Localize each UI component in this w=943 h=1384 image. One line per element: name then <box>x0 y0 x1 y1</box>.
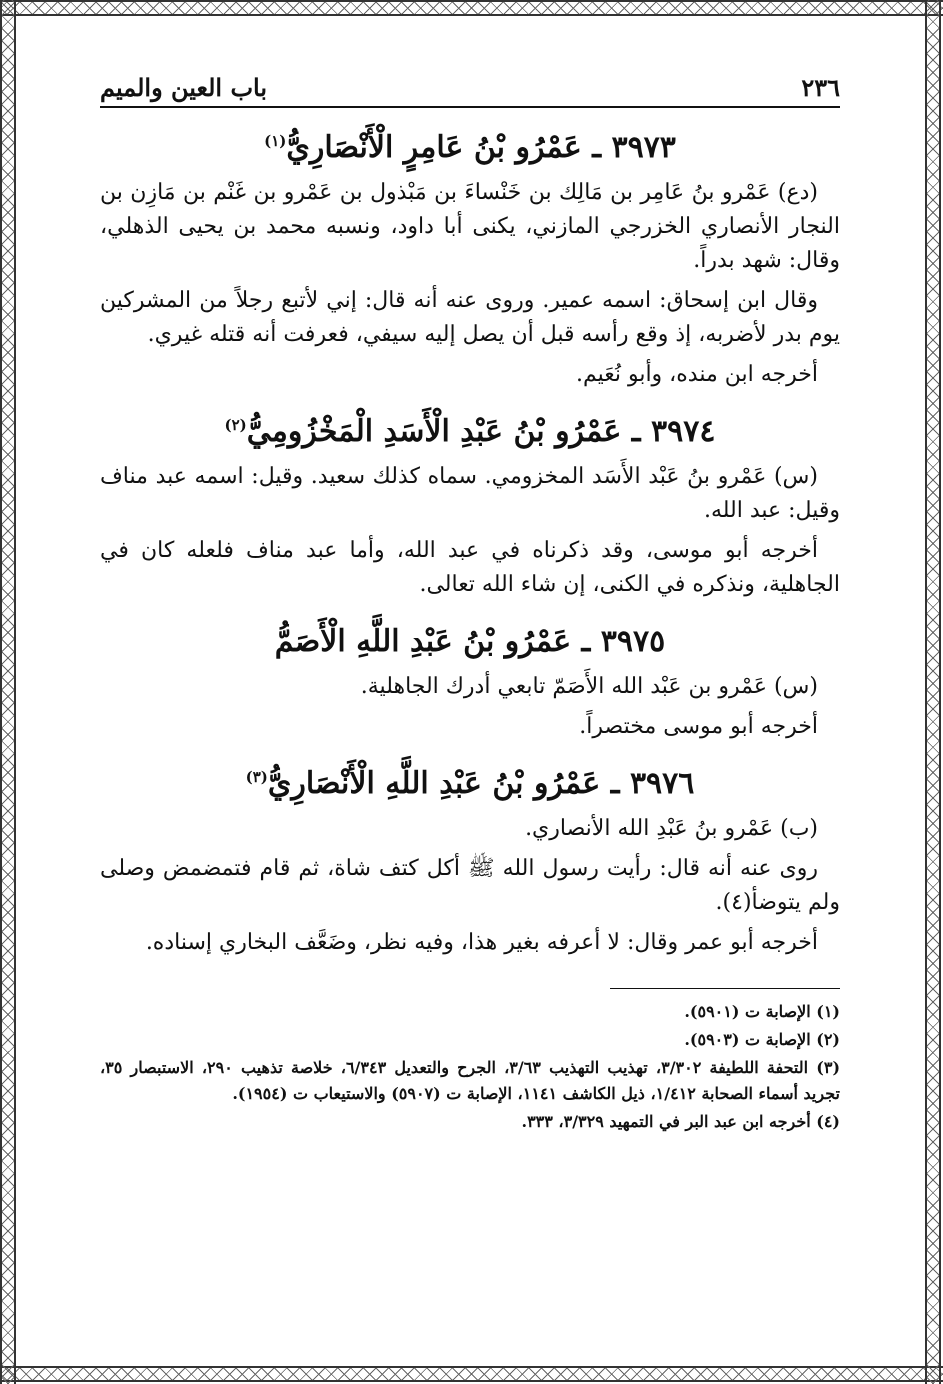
page-border-top <box>0 0 943 16</box>
entry-title: ٣٩٧٦ ـ عَمْرُو بْنُ عَبْدِ اللَّهِ الْأَنْصَارِيُّ$^{(٣)}$ <box>245 766 695 801</box>
footnote: (٤) أخرجه ابن عبد البر في التمهيد ٣/٣٢٩، ٣٣٣. <box>521 1112 840 1131</box>
entry-paragraph: (ب) عَمْرو بنُ عَبْدِ الله الأنصاري. <box>525 816 818 841</box>
footnote-ref: (٢) <box>224 416 247 434</box>
entry <box>100 414 840 602</box>
entry <box>100 130 840 392</box>
page-border-bottom <box>0 1366 943 1382</box>
footnotes <box>100 999 840 1135</box>
footnote-ref: (٣) <box>245 768 268 786</box>
page-header <box>100 58 840 108</box>
entry <box>100 766 840 960</box>
page-border-left <box>0 0 16 1384</box>
book-page <box>100 58 840 1308</box>
page-border-right <box>925 0 941 1384</box>
footnote-ref: (١) <box>264 132 287 150</box>
entry-title: ٣٩٧٥ ـ عَمْرُو بْنُ عَبْدِ اللَّهِ الْأَصَمُّ <box>274 624 666 659</box>
entry-paragraph: (س) عَمْرو بن عَبْد الله الأَصَمّ تابعي أدرك الجاهلية. <box>360 674 818 699</box>
footnote-divider <box>610 988 840 989</box>
chapter-title: باب العين والميم <box>100 73 268 102</box>
footnote: (٣) التحفة اللطيفة ٣/٣٠٢، تهذيب التهذيب ٣/٦٣، الجرح والتعديل ٦/٣٤٣، خلاصة تذهيب ٢٩٠، الاستبصار ٣٥، تجريد أسماء الصحابة ١/٤١٢، ذيل الكاشف ١١٤١، الإصابة ت (٥٩٠٧) والاستيعاب ت (١٩٥٤). <box>100 1058 841 1103</box>
entry-paragraph: وقال ابن إسحاق: اسمه عمير. وروى عنه أنه قال: إني لأتبع رجلاً من المشركين يوم بدر لأضربه، إذ وقع رأسه قبل أن يصل إليه سيفي، فعرفت أنه قتله غيري. <box>100 288 840 347</box>
footnote: (١) الإصابة ت (٥٩٠١). <box>684 1002 840 1021</box>
entry-paragraph: أخرجه أبو موسى، وقد ذكرناه في عبد الله، وأما عبد مناف فلعله كان في الجاهلية، ونذكره في الكنى، إن شاء الله تعالى. <box>100 538 840 597</box>
entry <box>100 624 840 744</box>
entry-paragraph: (س) عَمْرو بنُ عَبْد الأَسَد المخزومي. سماه كذلك سعيد. وقيل: اسمه عبد مناف وقيل: عبد الله. <box>100 464 840 523</box>
entry-title: ٣٩٧٣ ـ عَمْرُو بْنُ عَامِرٍ الْأَنْصَارِيُّ$^{(١)}$ <box>264 130 676 165</box>
entry-paragraph: أخرجه أبو موسى مختصراً. <box>579 714 818 739</box>
entry-paragraph: روى عنه أنه قال: رأيت رسول الله ﷺ أكل كتف شاة، ثم قام فتمضمض وصلى ولم يتوضأ(٤). <box>100 856 840 915</box>
entry-paragraph: (دع) عَمْرو بنُ عَامِر بن مَالِك بن خَنْساءَ بن مَبْذول بن عَمْرو بن غَنْم بن مَازِن بن النجار الأنصاري الخزرجي المازني، يكنى أبا داود، ونسبه محمد بن يحيى الذهلي، وقال: شهد بدراً. <box>100 180 840 273</box>
footnote: (٢) الإصابة ت (٥٩٠٣). <box>684 1030 840 1049</box>
entry-paragraph: أخرجه ابن منده، وأبو نُعَيم. <box>575 362 818 387</box>
entry-paragraph: أخرجه أبو عمر وقال: لا أعرفه بغير هذا، وفيه نظر، وضَعَّف البخاري إسناده. <box>145 930 818 955</box>
page-number: ٢٣٦ <box>801 73 840 102</box>
entry-title: ٣٩٧٤ ـ عَمْرُو بْنُ عَبْدِ الْأَسَدِ الْمَخْزُومِيُّ$^{(٢)}$ <box>224 414 716 449</box>
